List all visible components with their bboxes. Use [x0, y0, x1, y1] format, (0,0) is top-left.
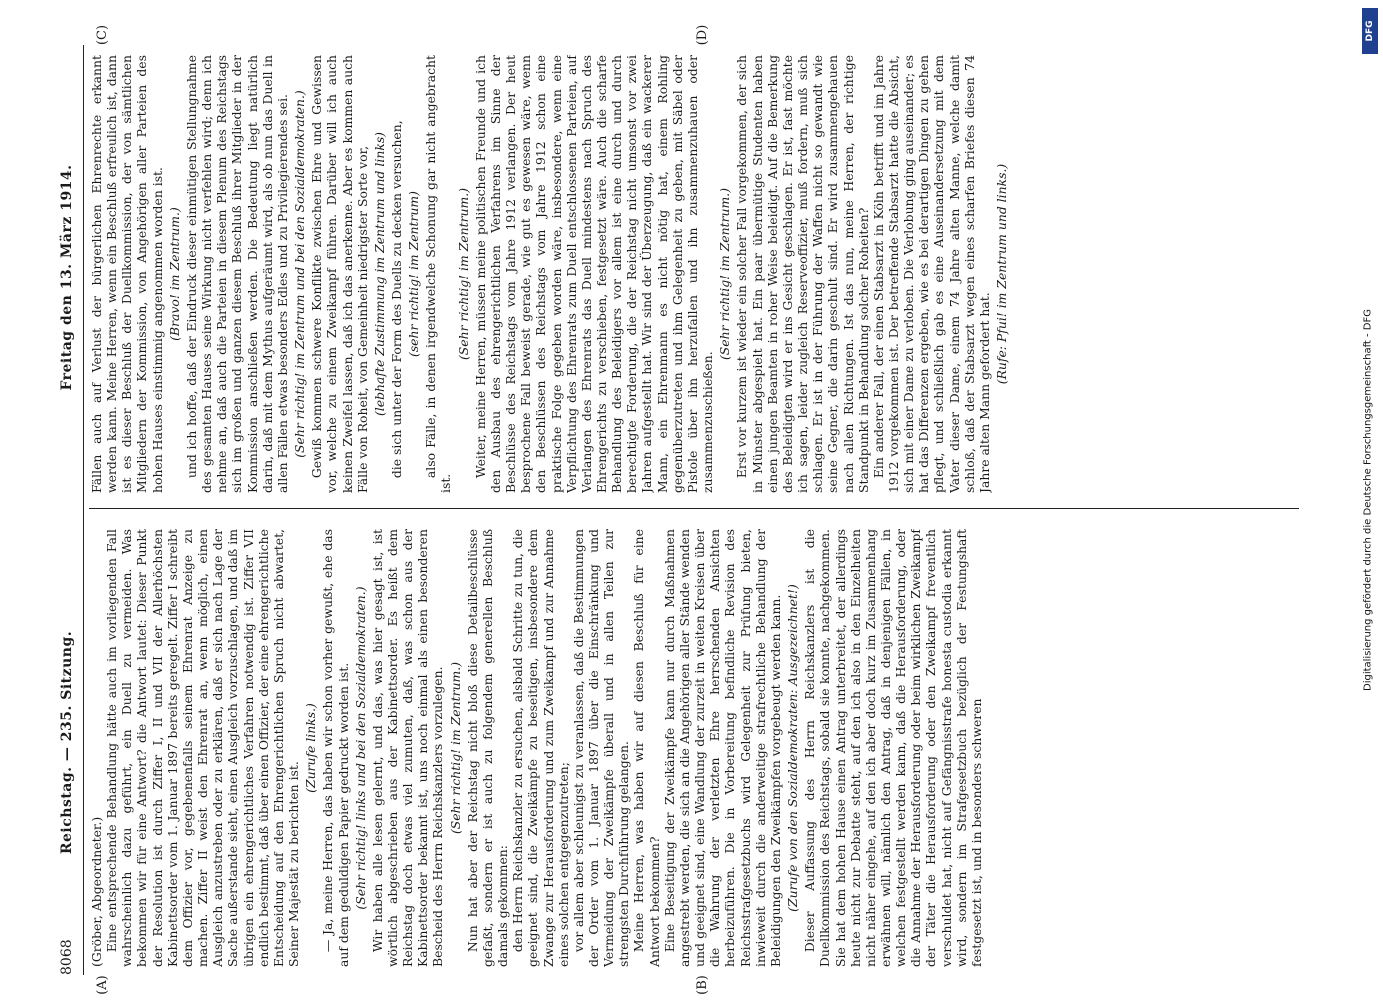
- right-column: [89, 55, 1299, 493]
- margin-marker-a: (A): [95, 975, 110, 995]
- paragraph: Weiter, meine Herren, müssen meine politischen Freunde und ich den Ausbau des ehrengerichtlichen Verfahrens im Sinne der Beschlüsse des Reichstags vom Jahre 1912 verlangen. Der heut besprochene Fall beweist gerade, wie gut es gewesen wäre, wenn den Beschlüssen des Reichstags vom Jahre 1912 schon eine praktische Folge gegeben worden wäre, insbesondere, wenn eine Verpflichtung des Ehrenrats zum Duell entschlossenen Parteien, auf Verlangen des Ehrenrats das Duell mindestens nach Spruch des Ehrengerichts zu verschieben, festgesetzt wäre. Auch die scharfe Behandlung des Beleidigers vor allem ist eine durch und durch berechtigte Forderung, die der Reichstag nicht umsonst vor zwei Jahren aufgestellt hat. Wir sind der Überzeugung, daß ein wackerer Mann, ein Ehrenmann es nicht nötig hat, einem Rohling gegenüberzutreten und ihm Gelegenheit zu geben, mit Säbel oder Pistole über ihn herzufallen und ihn zusammenzuhauen oder zusammenzuschießen.: [472, 55, 716, 493]
- paragraph: Meine Herren, was haben wir auf diesen Beschluß für eine Antwort bekommen?: [631, 529, 662, 967]
- paragraph: also Fälle, in denen irgendwelche Schonung gar nicht angebracht ist.: [423, 55, 454, 493]
- interjection: (Sehr richtig! im Zentrum.): [717, 187, 733, 361]
- paragraph: Nun hat aber der Reichstag nicht bloß diese Detailbeschlüsse gefaßt, sondern er ist auch zu folgendem generellen Beschluß damals gekommen:: [464, 529, 511, 967]
- interjection: (Rufe: Pfui! im Zentrum und links.): [994, 163, 1010, 385]
- paragraph: und ich hoffe, daß der Eindruck dieser einmütigen Stellungnahme des gesamten Hauses seine Wirkung nicht verfehlen wird; denn ich nehme an, daß auch die Parteien in diesem Plenum des Reichstags sich im großen und ganzen diesem Beschluß ihrer Mitglieder in der Kommission anschließen werden. Die Bedeutung liegt natürlich darin, daß mit dem Mythus aufgeräumt wird, als ob nun das Duell in allen Fällen etwas besonders Edles und zu Privilegierendes sei.: [183, 55, 290, 493]
- margin-marker-d: (D): [695, 24, 710, 46]
- page-header: [55, 45, 84, 975]
- paragraph: Wir haben alle lesen gelernt, und das, was hier gesagt ist, ist wörtlich abgeschrieben aus der Kabinettsorder. Es heißt dem Reichstag doch etwas viel zumuten, daß, was schon aus der Kabinettsorder bekannt ist, uns noch einmal als einen besonderen Bescheid des Herrn Reichskanzlers vorzulegen.: [369, 529, 446, 967]
- interjection: (Sehr richtig! links und bei den Sozialdemokraten.): [352, 586, 368, 910]
- margin-marker-b: (B): [695, 975, 710, 995]
- page-number: 8068: [59, 939, 75, 975]
- paragraph: Eine entsprechende Behandlung hätte auch im vorliegenden Fall wahrscheinlich dazu geführt, ein Duell zu vermeiden. Was bekommen wir für eine Antwort? die Antwort lautet: Dieser Punkt der Resolution ist durch Ziffer I, II und VII der Allerhöchsten Kabinettsorder vom 1. Januar 1897 bereits geregelt. Ziffer I schreibt dem Offizier vor, gegebenenfalls seinem Ehrenrat Anzeige zu machen. Ziffer II weist den Ehrenrat an, wenn möglich, einen Ausgleich anzustreben oder zu erklären, daß er sich nach Lage der Sache außerstande sieht, einen Ausgleich vorzuschlagen, und daß im übrigen ein ehrengerichtliches Verfahren notwendig ist. Ziffer VII endlich bestimmt, daß über einen Offizier, der eine ehrengerichtliche Entscheidung auf den Ehrengerichtlichen Spruch nicht abwartet, Seiner Majestät zu berichten ist.: [104, 529, 302, 967]
- left-column: [89, 529, 1299, 967]
- interjection: (sehr richtig! im Zentrum): [406, 191, 422, 358]
- paragraph: die sich unter der Form des Duells zu decken versuchen,: [388, 120, 404, 479]
- session-title: Reichstag. — 235. Sitzung.: [59, 630, 75, 855]
- paragraph: Erst vor kurzem ist wieder ein solcher Fall vorgekommen, der sich in Münster abgespielt hat. Ein paar übermütige Studenten haben einen jungen Beamten in roher Weise beleidigt. Auf die Bemerkung des Beleidigten wird er ins Gesicht geschlagen. Er ist, fast möchte ich sagen, leider zugleich Reserveoffizier, muß fordern, muß sich schlagen. Er ist in der Führung der Waffen nicht so gewandt wie seine Gegner, die darin geschult sind. Er wird zusammengehauen nach allen Richtungen. Ist das nun, meine Herren, der richtige Standpunkt in Behandlung solcher Roheiten?: [734, 55, 871, 493]
- column-divider: [89, 508, 1299, 509]
- dfg-logo: [1362, 8, 1378, 54]
- interjection: (Sehr richtig! im Zentrum.): [455, 187, 471, 361]
- dfg-logo-text: DFG: [1365, 20, 1375, 42]
- interjection: (Sehr richtig! im Zentrum und bei den Sozialdemokraten.): [292, 90, 308, 458]
- paragraph: Ein anderer Fall, der einen Stabsarzt in Köln betrifft und im Jahre 1912 vorgekommen ist. Der betreffende Stabsarzt hatte die Absicht, sich mit einer Dame zu verloben. Die Verlobung ging auseinander; es hat das Differenzen ergeben, wie es bei derartigen Dingen zu gehen pflegt, und schließlich gab es eine Auseinandersetzung mit dem Vater dieser Dame, einem 74 Jahre alten Manne, welche damit schloß, daß der Stabsarzt wegen eines scharfen Briefes diesen 74 Jahre alten Mann gefordert hat.: [870, 55, 992, 493]
- interjection: (Sehr richtig! im Zentrum.): [447, 661, 463, 835]
- interjection: (lebhafte Zustimmung im Zentrum und links): [371, 131, 387, 417]
- digitization-credit: Digitalisierung gefördert durch die Deutsche Forschungsgemeinschaft - DFG: [1362, 308, 1374, 692]
- rotated-page-content: [55, 24, 1315, 995]
- interjection: (Zurufe von den Sozialdemokraten: Ausgezeichnet!): [785, 584, 801, 912]
- paragraph: Gewiß kommen schwere Konflikte zwischen Ehre und Gewissen vor, welche zu einem Zweikampf führen. Darüber will ich auch keinen Zweifel lassen, daß ich das anerkenne. Aber es kommen auch Fälle von Roheit, von Gemeinheit niedrigster Sorte vor,: [309, 55, 370, 493]
- session-date: Freitag den 13. März 1914.: [59, 164, 75, 391]
- paragraph: Dieser Auffassung des Herrn Reichskanzlers ist die Duellkommission des Reichstags, sobald sie konnte, nachgekommen. Sie hat dem hohen Hause einen Antrag unterbreitet, der allerdings heute nicht zur Debatte steht, auf den ich also in den Einzelheiten nicht näher eingehe, auf den ich aber doch kurz im Zusammenhang erwähnen will, nämlich den Antrag, daß in denjenigen Fällen, in welchen festgestellt werden kann, daß die Herausforderung, oder die Annahme der Herausforderung oder beim wirklichen Zweikampf der Täter die Herausforderung oder den Zweikampf freventlich verschuldet hat, nicht auf Gefängnisstrafe honesta custodia erkannt wird, sondern im Strafgesetzbuch bezüglich der Festungshaft festgesetzt ist, und in besonders schweren: [802, 529, 984, 967]
- interjection: (Bravo! im Zentrum.): [166, 207, 182, 341]
- paragraph: — Ja, meine Herren, das haben wir schon vorher gewußt, ehe das auf dem geduldigen Papier gedruckt worden ist.: [320, 529, 351, 967]
- paragraph: Eine Beseitigung der Zweikämpfe kann nur durch Maßnahmen angestrebt werden, die sich an die Angehörigen aller Stände wenden und geeignet sind, eine Wandlung der zurzeit in weiten Kreisen über die Wahrung der verletzten Ehre herrschenden Ansichten herbeizuführen. Die in Vorbereitung befindliche Revision des Reichsstrafgesetzbuchs wird Gelegenheit zur Prüfung bieten, inwieweit durch die anderweitige strafrechtliche Behandlung der Beleidigungen den Zweikämpfen vorgebeugt werden kann.: [661, 529, 783, 967]
- paragraph: vor allem aber schleunigst zu veranlassen, daß die Bestimmungen der Order vom 1. Januar 1897 über die Einschränkung und Vermeidung der Zweikämpfe überall und in allen Teilen zur strengsten Durchführung gelangen.: [570, 529, 632, 967]
- margin-marker-c: (C): [95, 24, 110, 46]
- interjection: (Zurufe links.): [303, 703, 319, 793]
- paragraph: den Herrn Reichskanzler zu ersuchen, alsbald Schritte zu tun, die geeignet sind, die Zweikämpfe zu beseitigen, insbesondere dem Zwange zur Herausforderung und zum Zweikampf und zur Annahme eines solchen entgegenzutreten;: [510, 529, 571, 967]
- paragraph: Fällen auch auf Verlust der bürgerlichen Ehrenrechte erkannt werden kann. Meine Herren, wenn ein Beschluß erfreulich ist, dann ist es dieser Beschluß der Duellkommission, der von sämtlichen Mitgliedern der Kommission, von Angehörigen aller Parteien des hohen Hauses einstimmig angenommen worden ist.: [89, 55, 165, 493]
- paragraph: (Gröber, Abgeordneter.): [89, 816, 104, 967]
